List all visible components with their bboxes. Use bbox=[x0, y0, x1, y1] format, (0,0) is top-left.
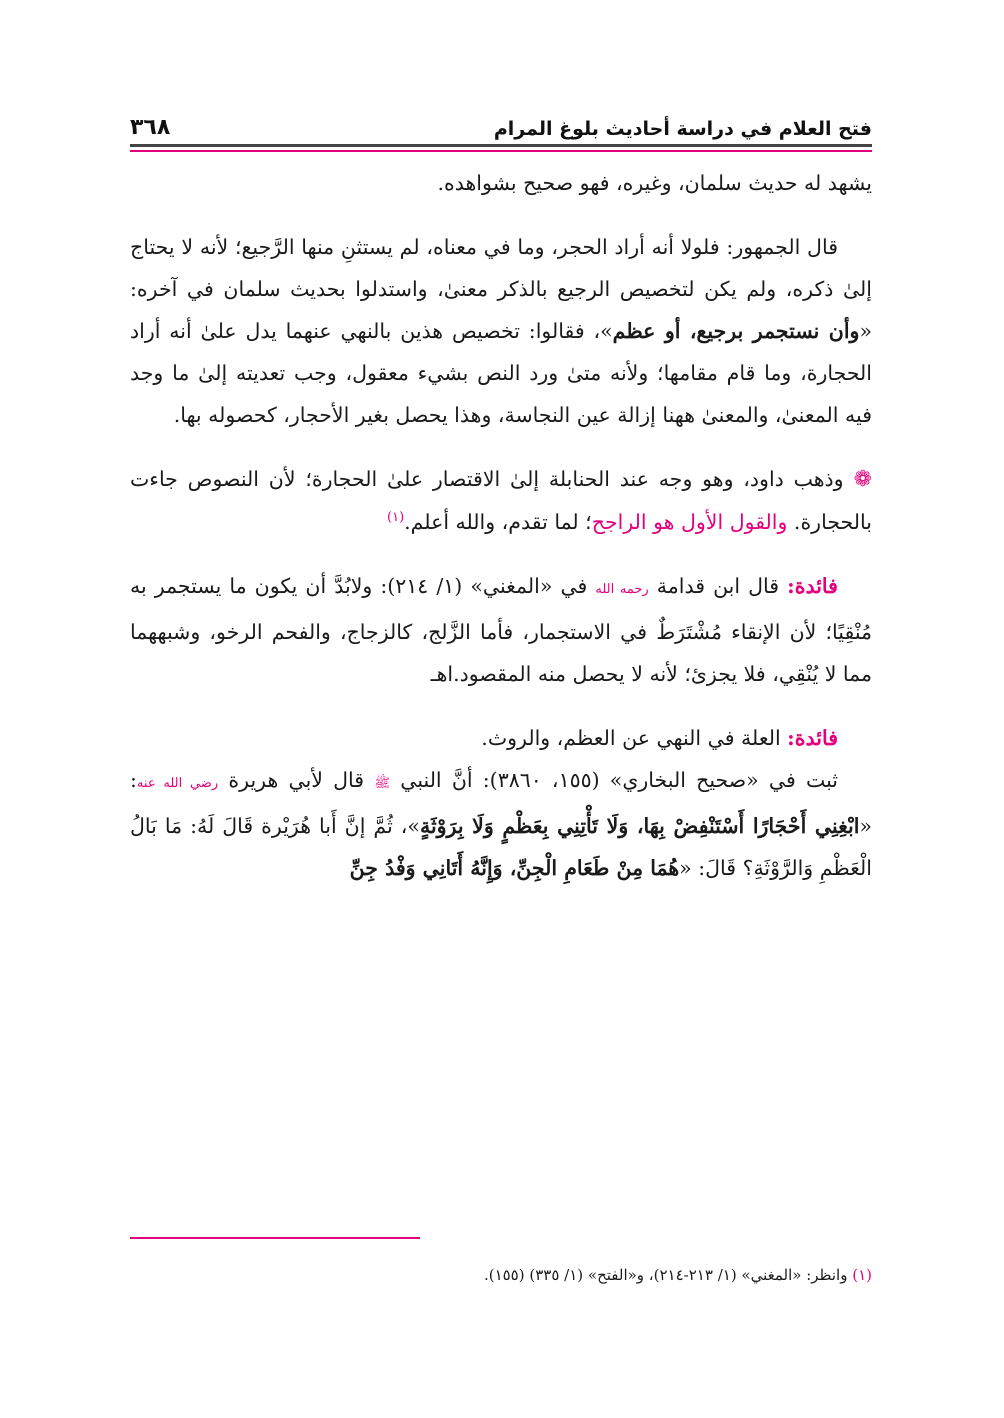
footnote-text: وانظر: «المغني» (١/ ٢١٣-٢١٤)، و«الفتح» (١/ ٣٣٥) (١٥٥). bbox=[483, 1266, 853, 1284]
honorific-companion: رضي الله عنه bbox=[136, 776, 219, 791]
footnote-number: (١) bbox=[852, 1266, 872, 1284]
footnote-ref: (١) bbox=[387, 510, 405, 526]
main-text bbox=[130, 162, 872, 889]
footnote bbox=[130, 1262, 872, 1288]
benefit-label: فائدة: bbox=[787, 574, 838, 598]
page bbox=[130, 100, 872, 889]
paragraph-4: فائدة: قال ابن قدامة رحمه الله في «المغني» (١/ ٢١٤): ولابُدَّ أن يكون ما يستجمر به مُنْقِيًا؛ لأن الإنقاء مُشْتَرَطٌ في الاستجمار، فأما الزَّلج، كالزجاج، والفحم الرخو، وشبههما مما لا يُنْقِي، فلا يجزئ؛ لأنه لا يحصل منه المقصود.اهـ bbox=[130, 574, 872, 686]
paragraph-1: يشهد له حديث سلمان، وغيره، فهو صحيح بشواهده. bbox=[437, 171, 872, 195]
running-header bbox=[130, 100, 872, 140]
page-number: ٣٦٨ bbox=[130, 115, 171, 140]
paragraph-2: قال الجمهور: فلولا أنه أراد الحجر، وما في معناه، لم يستثنِ منها الرَّجيع؛ لأنه لا يحتاج إلىٰ ذكره، ولم يكن لتخصيص الرجيع بالذكر معنىٰ، واستدلوا بحديث سلمان في آخره: «وأن نستجمر برجيع، أو عظم»، فقالوا: تخصيص هذين بالنهي عنهما يدل علىٰ أنه أراد الحجارة، وما قام مقامها؛ ولأنه متىٰ ورد النص بشيء معقول، وجب تعديته إلىٰ ما وجد فيه المعنىٰ، والمعنىٰ ههنا إزالة عين النجاسة، وهذا يحصل بغير الأحجار، كحصوله بها. bbox=[130, 235, 872, 427]
hadith-text-2: هُمَا مِنْ طَعَامِ الْجِنِّ، وَإِنَّهُ أَتَانِي وَفْدُ جِنِّ bbox=[349, 856, 680, 880]
hadith-text-1: ابْغِنِي أَحْجَارًا أَسْتَنْفِضْ بِهَا، وَلَا تَأْتِنِي بِعَظْمٍ وَلَا بِرَوْثَةٍ bbox=[419, 814, 860, 838]
footnote-separator bbox=[130, 1237, 420, 1239]
honorific-rahimahullah: رحمه الله bbox=[595, 582, 649, 597]
header-rule-dark bbox=[130, 144, 872, 147]
benefit-label: فائدة: bbox=[787, 726, 838, 750]
preferred-opinion: والقول الأول هو الراجح bbox=[591, 510, 788, 534]
paragraph-5: فائدة: العلة في النهي عن العظم، والروث. bbox=[481, 726, 838, 750]
flower-ornament-icon: ❁ bbox=[853, 467, 872, 492]
book-title: فتح العلام في دراسة أحاديث بلوغ المرام bbox=[493, 118, 872, 140]
paragraph-6: ثبت في «صحيح البخاري» (١٥٥، ٣٨٦٠): أنَّ النبي ﷺ قال لأبي هريرة رضي الله عنه: «ابْغِنِي أَحْجَارًا أَسْتَنْفِضْ بِهَا، وَلَا تَأْتِنِي بِعَظْمٍ وَلَا بِرَوْثَةٍ»، ثُمَّ إنَّ أَبا هُرَيْرة قَالَ لَهُ: مَا بَالُ الْعَظْمِ وَالرَّوْثَةِ؟ قَالَ: «هُمَا مِنْ طَعَامِ الْجِنِّ، وَإِنَّهُ أَتَانِي وَفْدُ جِنِّ bbox=[130, 768, 872, 880]
honorific-prophet: ﷺ bbox=[374, 776, 391, 791]
bold-quote: وأن نستجمر برجيع، أو عظم bbox=[612, 319, 860, 343]
header-rule-pink bbox=[130, 150, 872, 152]
paragraph-3: ❁وذهب داود، وهو وجه عند الحنابلة إلىٰ الاقتصار علىٰ الحجارة؛ لأن النصوص جاءت بالحجارة. والقول الأول هو الراجح؛ لما تقدم، والله أعلم.$^{(١)}$ bbox=[130, 467, 872, 534]
